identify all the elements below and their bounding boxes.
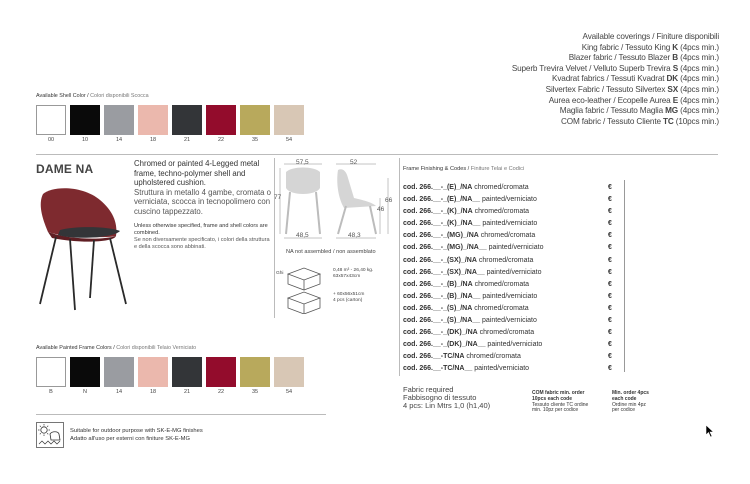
price-cell: € [608, 184, 612, 191]
swatch-code: 21 [183, 137, 191, 143]
price-cell: € [608, 365, 612, 373]
price-cell: € [608, 280, 612, 288]
com-order-note: COM fabric min. order 10pcs each code Tessuto cliente TC ordine min. 10pz per codice [532, 390, 589, 414]
price-cell: € [608, 329, 612, 337]
finishing-code-row: cod. 266.__-_(S)_/NA__ painted/verniciato [403, 317, 537, 325]
dim-depth-bottom: 48,3 [348, 232, 361, 239]
dim-width-top: 57,5 [296, 159, 309, 166]
dim-height-total: 77 [274, 194, 282, 201]
finishing-header: Frame Finishing & Codes / Finiture Telai e Codici [403, 166, 525, 172]
finishing-code-row: cod. 266.__-_(E)_/NA__ painted/verniciato [403, 196, 537, 204]
price-cell: € [608, 292, 612, 300]
price-cell: € [608, 244, 612, 252]
description-it: Struttura in metallo 4 gambe, cromata o verniciata, scocca in tecnopolimero con cuscino tappezzato. [134, 187, 271, 216]
swatch-code: 00 [47, 137, 55, 143]
price-cell: € [608, 220, 612, 228]
color-swatch [274, 105, 304, 143]
divider-vertical-right [399, 158, 400, 376]
covering-item: Maglia fabric / Tessuto Maglia MG (4pcs min.) [559, 106, 719, 116]
coverings-title: Available coverings / Finiture disponibili [582, 32, 719, 41]
swatch-code: 22 [217, 389, 225, 395]
finishing-code-row: cod. 266.__-_(K)_/NA chromed/cromata [403, 208, 530, 216]
min-order-note: Min. order 4pcs each code Ordine min 4pz per codice [612, 390, 649, 414]
swatch-code: B [49, 389, 53, 395]
finishing-code-row: cod. 266.__-_(K)_/NA__ painted/verniciato [403, 220, 538, 228]
color-swatch [206, 105, 236, 143]
covering-item: King fabric / Tessuto King K (4pcs min.) [581, 42, 719, 52]
dim-depth-top: 52 [350, 159, 358, 166]
dimension-drawings [276, 158, 398, 242]
price-cell: € [608, 208, 612, 216]
finishing-code-row: cod. 266.__-_(E)_/NA chromed/cromata [403, 184, 529, 191]
finishing-code-row: cod. 266.__-_(SX)_/NA chromed/cromata [403, 256, 534, 264]
box-icon [284, 262, 324, 314]
color-swatch [138, 105, 168, 143]
swatch-code: 18 [149, 137, 157, 143]
swatch-code: 10 [81, 137, 89, 143]
swatch-code: 35 [251, 137, 259, 143]
coverings-list [512, 32, 719, 127]
swatch-code: 54 [285, 137, 293, 143]
swatch-code: 54 [285, 389, 293, 395]
color-swatch [36, 357, 66, 395]
covering-item: Aurea eco-leather / Ecopelle Aurea E (4pcs min.) [548, 95, 719, 105]
outdoor-note: Suitable for outdoor purpose with SK-E-MG finishes Adatto all'uso per esterni con finiture SK-E-MG [70, 428, 203, 442]
swatch-code: 14 [115, 389, 123, 395]
finishing-code-row: cod. 266.__-_(SX)_/NA__ painted/verniciato [403, 268, 542, 276]
swatch-color-box [36, 105, 66, 135]
color-swatch [138, 357, 168, 395]
finishing-code-row: cod. 266.__-_(B)_/NA chromed/cromata [403, 280, 530, 288]
frame-color-label: Available Painted Frame Colors / Colori disponibili Telaio Verniciato [36, 345, 197, 351]
color-swatch [172, 105, 202, 143]
price-divider [624, 180, 625, 372]
finishing-code-row: cod. 266.__-TC/NA chromed/cromata [403, 353, 521, 361]
finishing-code-row: cod. 266.__-_(MG)_/NA__ painted/verniciato [403, 244, 544, 252]
price-cell: € [608, 232, 612, 240]
covering-item: COM fabric / Tessuto Cliente TC (10pcs min.) [561, 116, 719, 126]
product-description [134, 159, 274, 251]
swatch-color-box [240, 105, 270, 135]
product-title: DAME NA [36, 162, 94, 176]
color-swatch [206, 357, 236, 395]
swatch-color-box [206, 105, 236, 135]
color-swatch [240, 105, 270, 143]
frame-swatches [36, 357, 304, 395]
color-swatch [240, 357, 270, 395]
swatch-code: 18 [149, 389, 157, 395]
color-swatch [70, 357, 100, 395]
chair-image [30, 182, 130, 324]
swatch-color-box [240, 357, 270, 387]
swatch-color-box [138, 357, 168, 387]
finishing-codes-list [403, 182, 543, 376]
divider-top [36, 154, 718, 155]
divider-vertical-left [274, 158, 275, 318]
price-cell: € [608, 317, 612, 325]
price-cell: € [608, 304, 612, 312]
swatch-color-box [70, 105, 100, 135]
finishing-code-row: cod. 266.__-_(B)_/NA__ painted/verniciato [403, 292, 538, 300]
shell-color-label: Available Shell Color / Colori disponibili Scocca [36, 93, 149, 99]
price-cell: € [608, 268, 612, 276]
covering-item: Silvertex Fabric / Tessuto Silvertex SX (4pcs min.) [545, 84, 719, 94]
color-swatch [70, 105, 100, 143]
covering-item: Blazer fabric / Tessuto Blazer B (4pcs min.) [568, 53, 719, 63]
color-swatch [104, 357, 134, 395]
swatch-color-box [36, 357, 66, 387]
packaging-info-1: 0,48 m³ - 26,40 kg. 63x57x43cm [333, 268, 374, 279]
mouse-cursor-icon [705, 424, 715, 438]
swatch-color-box [172, 105, 202, 135]
swatch-code: 35 [251, 389, 259, 395]
outdoor-icon [36, 422, 64, 448]
swatch-color-box [274, 357, 304, 387]
combination-note: Unless otherwise specified, frame and shell colors are combined. Se non diversamente specificato, i colori della struttura e della scocca sono abbinati. [134, 222, 270, 250]
finishing-code-row: cod. 266.__-_(DK)_/NA__ painted/verniciato [403, 341, 543, 349]
dim-width-bottom: 48,5 [296, 232, 309, 239]
swatch-color-box [138, 105, 168, 135]
swatch-code: 14 [115, 137, 123, 143]
swatch-color-box [274, 105, 304, 135]
swatch-code: 21 [183, 389, 191, 395]
swatch-color-box [104, 357, 134, 387]
divider-bottom [36, 414, 326, 415]
dim-height-arm: 66 [385, 197, 393, 204]
shell-swatches [36, 105, 304, 143]
swatch-code: N [83, 389, 87, 395]
price-cell: € [608, 196, 612, 204]
color-swatch [172, 357, 202, 395]
not-assembled-label: NA not assembled / non assemblato [286, 249, 376, 255]
color-swatch [104, 105, 134, 143]
finishing-code-row: cod. 266.__-_(MG)_/NA chromed/cromata [403, 232, 536, 240]
packaging-label: Ghi [276, 271, 284, 276]
finishing-code-row: cod. 266.__-_(S)_/NA chromed/cromata [403, 304, 529, 312]
swatch-color-box [104, 105, 134, 135]
color-swatch [36, 105, 66, 143]
swatch-color-box [172, 357, 202, 387]
color-swatch [274, 357, 304, 395]
price-cell: € [608, 256, 612, 264]
swatch-color-box [206, 357, 236, 387]
covering-item: Kvadrat fabrics / Tessuti Kvadrat DK (4pcs min.) [552, 74, 719, 84]
swatch-color-box [70, 357, 100, 387]
dim-height-seat: 46 [377, 206, 385, 213]
price-cell: € [608, 353, 612, 361]
packaging-info-2: + 60x56x51cm 4 pcs (carton) [333, 292, 365, 303]
description-en: Chromed or painted 4-Legged metal frame, techno-polymer shell and upholstered cushion. [134, 159, 260, 188]
covering-item: Superb Trevira Velvet / Velluto Superb Trevira S (4pcs min.) [511, 63, 719, 73]
price-cell: € [608, 341, 612, 349]
finishing-code-row: cod. 266.__-TC/NA__ painted/verniciato [403, 365, 530, 373]
swatch-code: 22 [217, 137, 225, 143]
fabric-required: Fabric required Fabbisogno di tessuto 4 pcs: Lin Mtrs 1,0 (h1,40) [403, 385, 491, 410]
price-column [608, 182, 612, 376]
finishing-code-row: cod. 266.__-_(DK)_/NA chromed/cromata [403, 329, 535, 337]
